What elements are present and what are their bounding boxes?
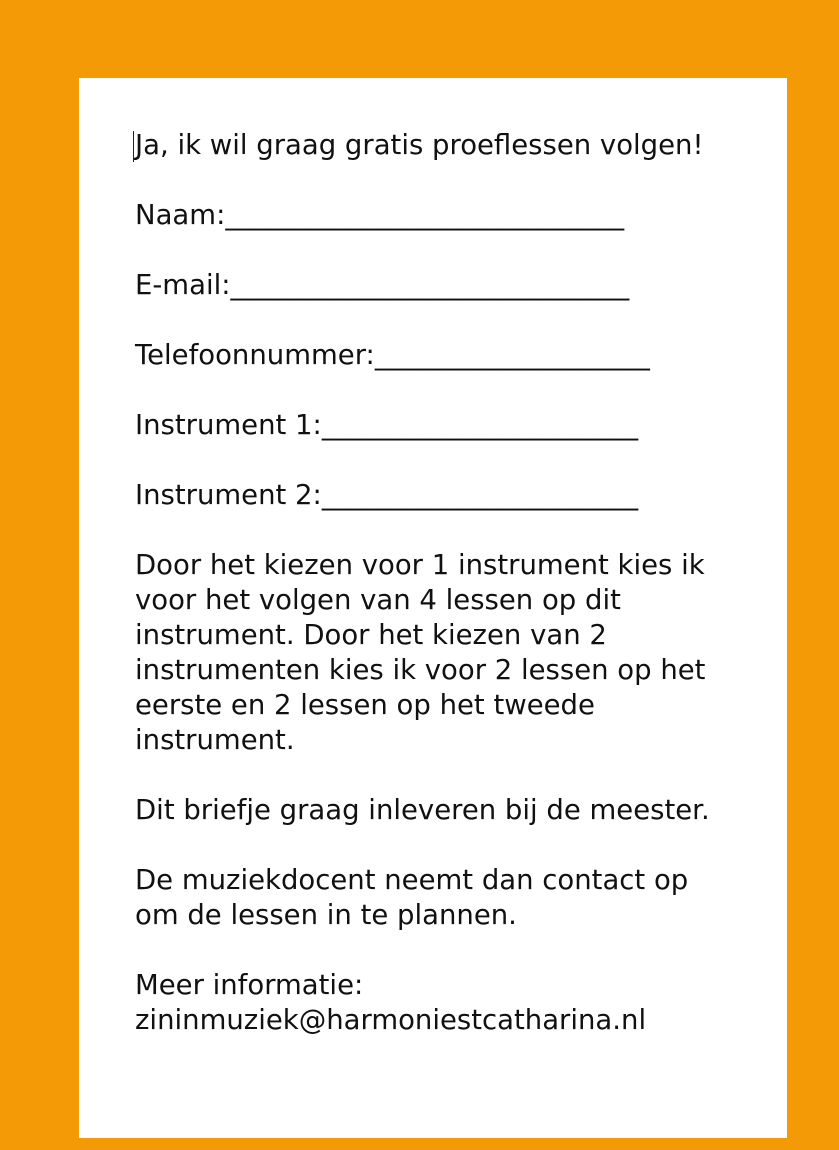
name-blank-line[interactable]: _____________________________ bbox=[225, 199, 625, 231]
explanation-line: Door het kiezen voor 1 instrument kies ik bbox=[135, 549, 705, 581]
phone-label: Telefoonnummer: bbox=[135, 339, 375, 371]
explanation-paragraph bbox=[135, 548, 775, 758]
explanation-line: voor het volgen van 4 lessen op dit bbox=[135, 584, 621, 616]
instrument-1-field[interactable] bbox=[135, 408, 775, 443]
handin-note: Dit briefje graag inleveren bij de meester. bbox=[135, 794, 710, 826]
name-field[interactable] bbox=[135, 198, 775, 233]
phone-blank-line[interactable]: ____________________ bbox=[374, 339, 650, 371]
instrument-1-blank-line[interactable]: _______________________ bbox=[321, 409, 639, 441]
instrument-2-label: Instrument 2: bbox=[135, 479, 322, 511]
email-blank-line[interactable]: _____________________________ bbox=[230, 269, 630, 301]
contact-line: De muziekdocent neemt dan contact op bbox=[135, 864, 689, 896]
explanation-line: eerste en 2 lessen op het tweede bbox=[135, 689, 595, 721]
contact-line: om de lessen in te plannen. bbox=[135, 899, 517, 931]
explanation-line: instrumenten kies ik voor 2 lessen op het bbox=[135, 654, 706, 686]
signup-form bbox=[135, 128, 775, 1038]
instrument-1-label: Instrument 1: bbox=[135, 409, 322, 441]
instrument-2-field[interactable] bbox=[135, 478, 775, 513]
text-cursor bbox=[133, 131, 134, 162]
info-email: zininmuziek@harmoniestcatharina.nl bbox=[135, 1004, 647, 1036]
flyer-sheet bbox=[79, 78, 787, 1138]
phone-field[interactable] bbox=[135, 338, 775, 373]
email-field[interactable] bbox=[135, 268, 775, 303]
instrument-2-blank-line[interactable]: _______________________ bbox=[321, 479, 639, 511]
explanation-line: instrument. bbox=[135, 724, 295, 756]
explanation-line: instrument. Door het kiezen van 2 bbox=[135, 619, 607, 651]
contact-paragraph bbox=[135, 863, 775, 933]
form-heading: Ja, ik wil graag gratis proeflessen volgen! bbox=[135, 129, 704, 161]
info-label: Meer informatie: bbox=[135, 969, 364, 1001]
name-label: Naam: bbox=[135, 199, 226, 231]
email-label: E-mail: bbox=[135, 269, 231, 301]
